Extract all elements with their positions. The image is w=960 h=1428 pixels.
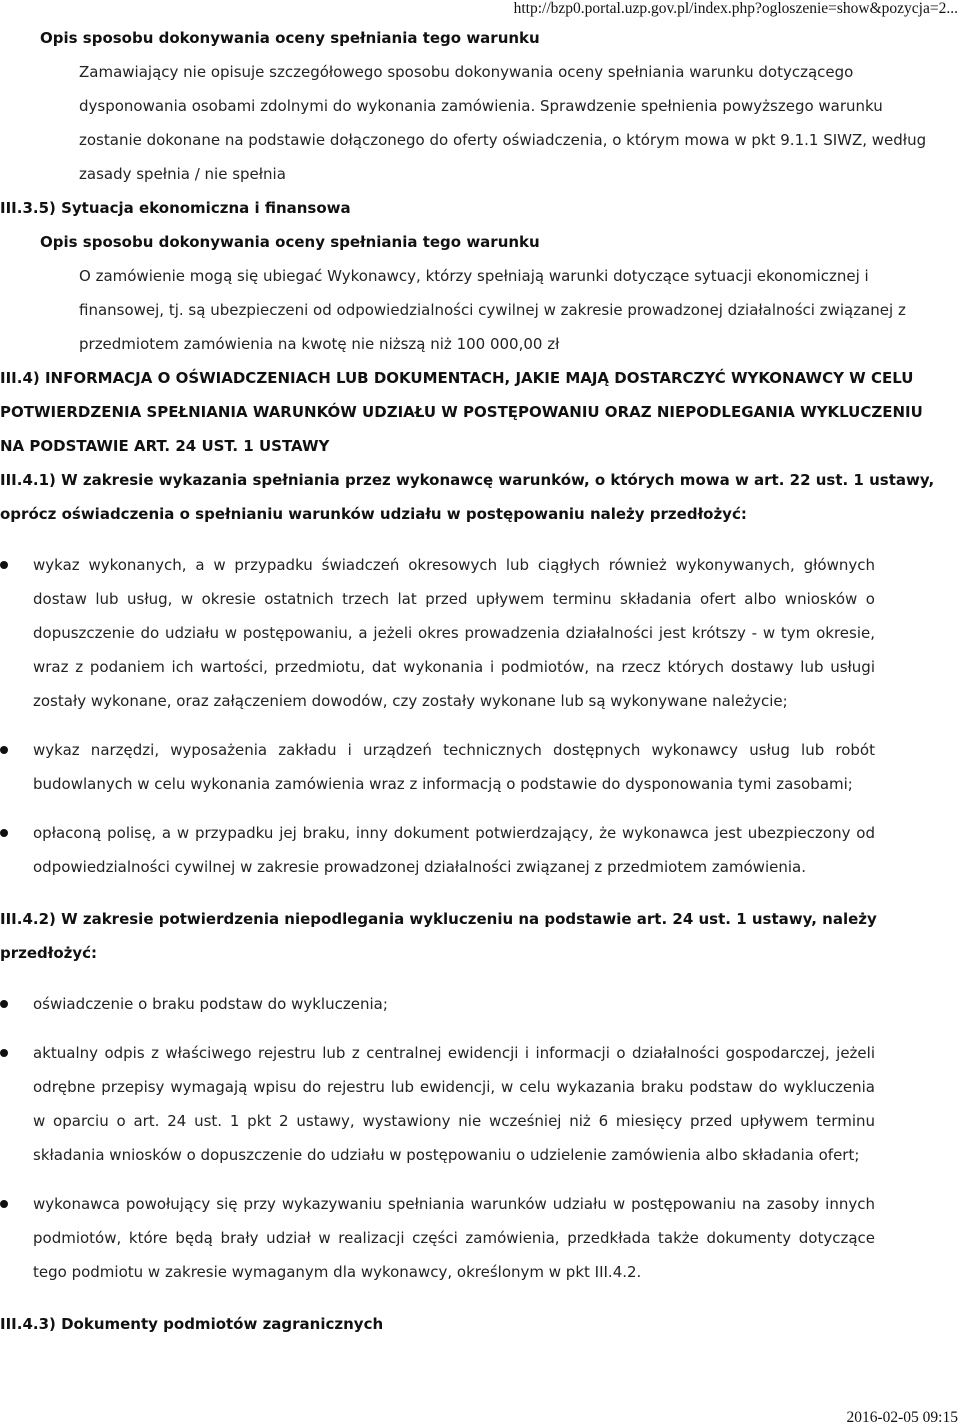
section-iii43-title: III.4.3) Dokumenty podmiotów zagranicznych — [0, 1315, 384, 1333]
list-item — [0, 987, 875, 1021]
s1-heading: Opis sposobu dokonywania oceny spełniania tego warunku — [40, 29, 540, 47]
bullet-icon — [0, 561, 8, 569]
list-item — [0, 548, 875, 718]
list-item-text: wykaz wykonanych, a w przypadku świadczeń okresowych lub ciągłych również wykonywanych, głównych dostaw lub usług, w okresie ostatnich trzech lat przed upływem terminu składania ofert albo wniosków o dopuszczenie do udziału w postępowaniu, a jeżeli okres prowadzenia działalności jest krótszy - w tym okresie, wraz z podaniem ich wartości, przedmiotu, dat wykonania i podmiotów, na rzecz których dostawy lub usługi zostały wykonane, oraz załączeniem dowodów, czy zostały wykonane lub są wykonywane należycie; — [33, 556, 875, 710]
s1-text: Zamawiający nie opisuje szczegółowego sposobu dokonywania oceny spełniania warunku dotyczącego dysponowania osobami zdolnymi do wykonania zamówienia. Sprawdzenie spełnienia powyższego warunku zostanie dokonane na podstawie dołączonego do oferty oświadczenia, o którym mowa w pkt 9.1.1 SIWZ, według zasady spełnia / nie spełnia — [79, 63, 927, 183]
page-url: http://bzp0.portal.uzp.gov.pl/index.php?ogloszenie=show&pozycja=2... — [513, 0, 958, 17]
bullet-icon — [0, 1200, 8, 1208]
iii35-text: O zamówienie mogą się ubiegać Wykonawcy, którzy spełniają warunki dotyczące sytuacji ekonomicznej i finansowej, tj. są ubezpieczeni od odpowiedzialności cywilnej w zakresie prowadzonej działalności związanej z przedmiotem zamówienia na kwotę nie niższą niż 100 000,00 zł — [79, 267, 906, 353]
list-item-text: wykonawca powołujący się przy wykazywaniu spełniania warunków udziału w postępowaniu na zasoby innych podmiotów, które będą brały udział w realizacji części zamówienia, przedkłada także dokumenty dotyczące tego podmiotu w zakresie wymaganym dla wykonawcy, określonym w pkt III.4.2. — [33, 1195, 875, 1281]
print-datetime: 2016-02-05 09:15 — [846, 1409, 958, 1426]
iii41-list — [0, 548, 875, 884]
section-iii4-title: III.4) INFORMACJA O OŚWIADCZENIACH LUB DOKUMENTACH, JAKIE MAJĄ DOSTARCZYĆ WYKONAWCY W CELU POTWIERDZENIA SPEŁNIANIA WARUNKÓW UDZIAŁU W POSTĘPOWANIU ORAZ NIEPODLEGANIA WYKLUCZENIU NA PODSTAWIE ART. 24 UST. 1 USTAWY — [0, 369, 923, 455]
list-item — [0, 816, 875, 884]
iii42-list — [0, 987, 875, 1289]
iii35-heading: Opis sposobu dokonywania oceny spełniania tego warunku — [40, 233, 540, 251]
list-item — [0, 733, 875, 801]
list-item — [0, 1187, 875, 1289]
list-item-text: aktualny odpis z właściwego rejestru lub z centralnej ewidencji i informacji o działalności gospodarczej, jeżeli odrębne przepisy wymagają wpisu do rejestru lub ewidencji, w celu wykazania braku podstaw do wykluczenia w oparciu o art. 24 ust. 1 pkt 2 ustawy, wystawiony nie wcześniej niż 6 miesięcy przed upływem terminu składania wniosków o dopuszczenie do udziału w postępowaniu o udzielenie zamówienia albo składania ofert; — [33, 1044, 875, 1164]
list-item-text: wykaz narzędzi, wyposażenia zakładu i urządzeń technicznych dostępnych wykonawcy usług lub robót budowlanych w celu wykonania zamówienia wraz z informacją o podstawie do dysponowania tymi zasobami; — [33, 741, 875, 793]
list-item-text: oświadczenie o braku podstaw do wykluczenia; — [33, 995, 388, 1013]
section-iii41-title: III.4.1) W zakresie wykazania spełniania przez wykonawcę warunków, o których mowa w art. 22 ust. 1 ustawy, oprócz oświadczenia o spełnianiu warunków udziału w postępowaniu należy przedłożyć: — [0, 471, 935, 523]
section-iii42-title: III.4.2) W zakresie potwierdzenia niepodlegania wykluczeniu na podstawie art. 24 ust. 1 ustawy, należy przedłożyć: — [0, 910, 877, 962]
list-item-text: opłaconą polisę, a w przypadku jej braku, inny dokument potwierdzający, że wykonawca jest ubezpieczony od odpowiedzialności cywilnej w zakresie prowadzonej działalności związanej z przedmiotem zamówienia. — [33, 824, 875, 876]
bullet-icon — [0, 829, 8, 837]
bullet-icon — [0, 1000, 8, 1008]
bullet-icon — [0, 1049, 8, 1057]
section-iii35-title: III.3.5) Sytuacja ekonomiczna i finansowa — [0, 199, 351, 217]
list-item — [0, 1036, 875, 1172]
bullet-icon — [0, 746, 8, 754]
